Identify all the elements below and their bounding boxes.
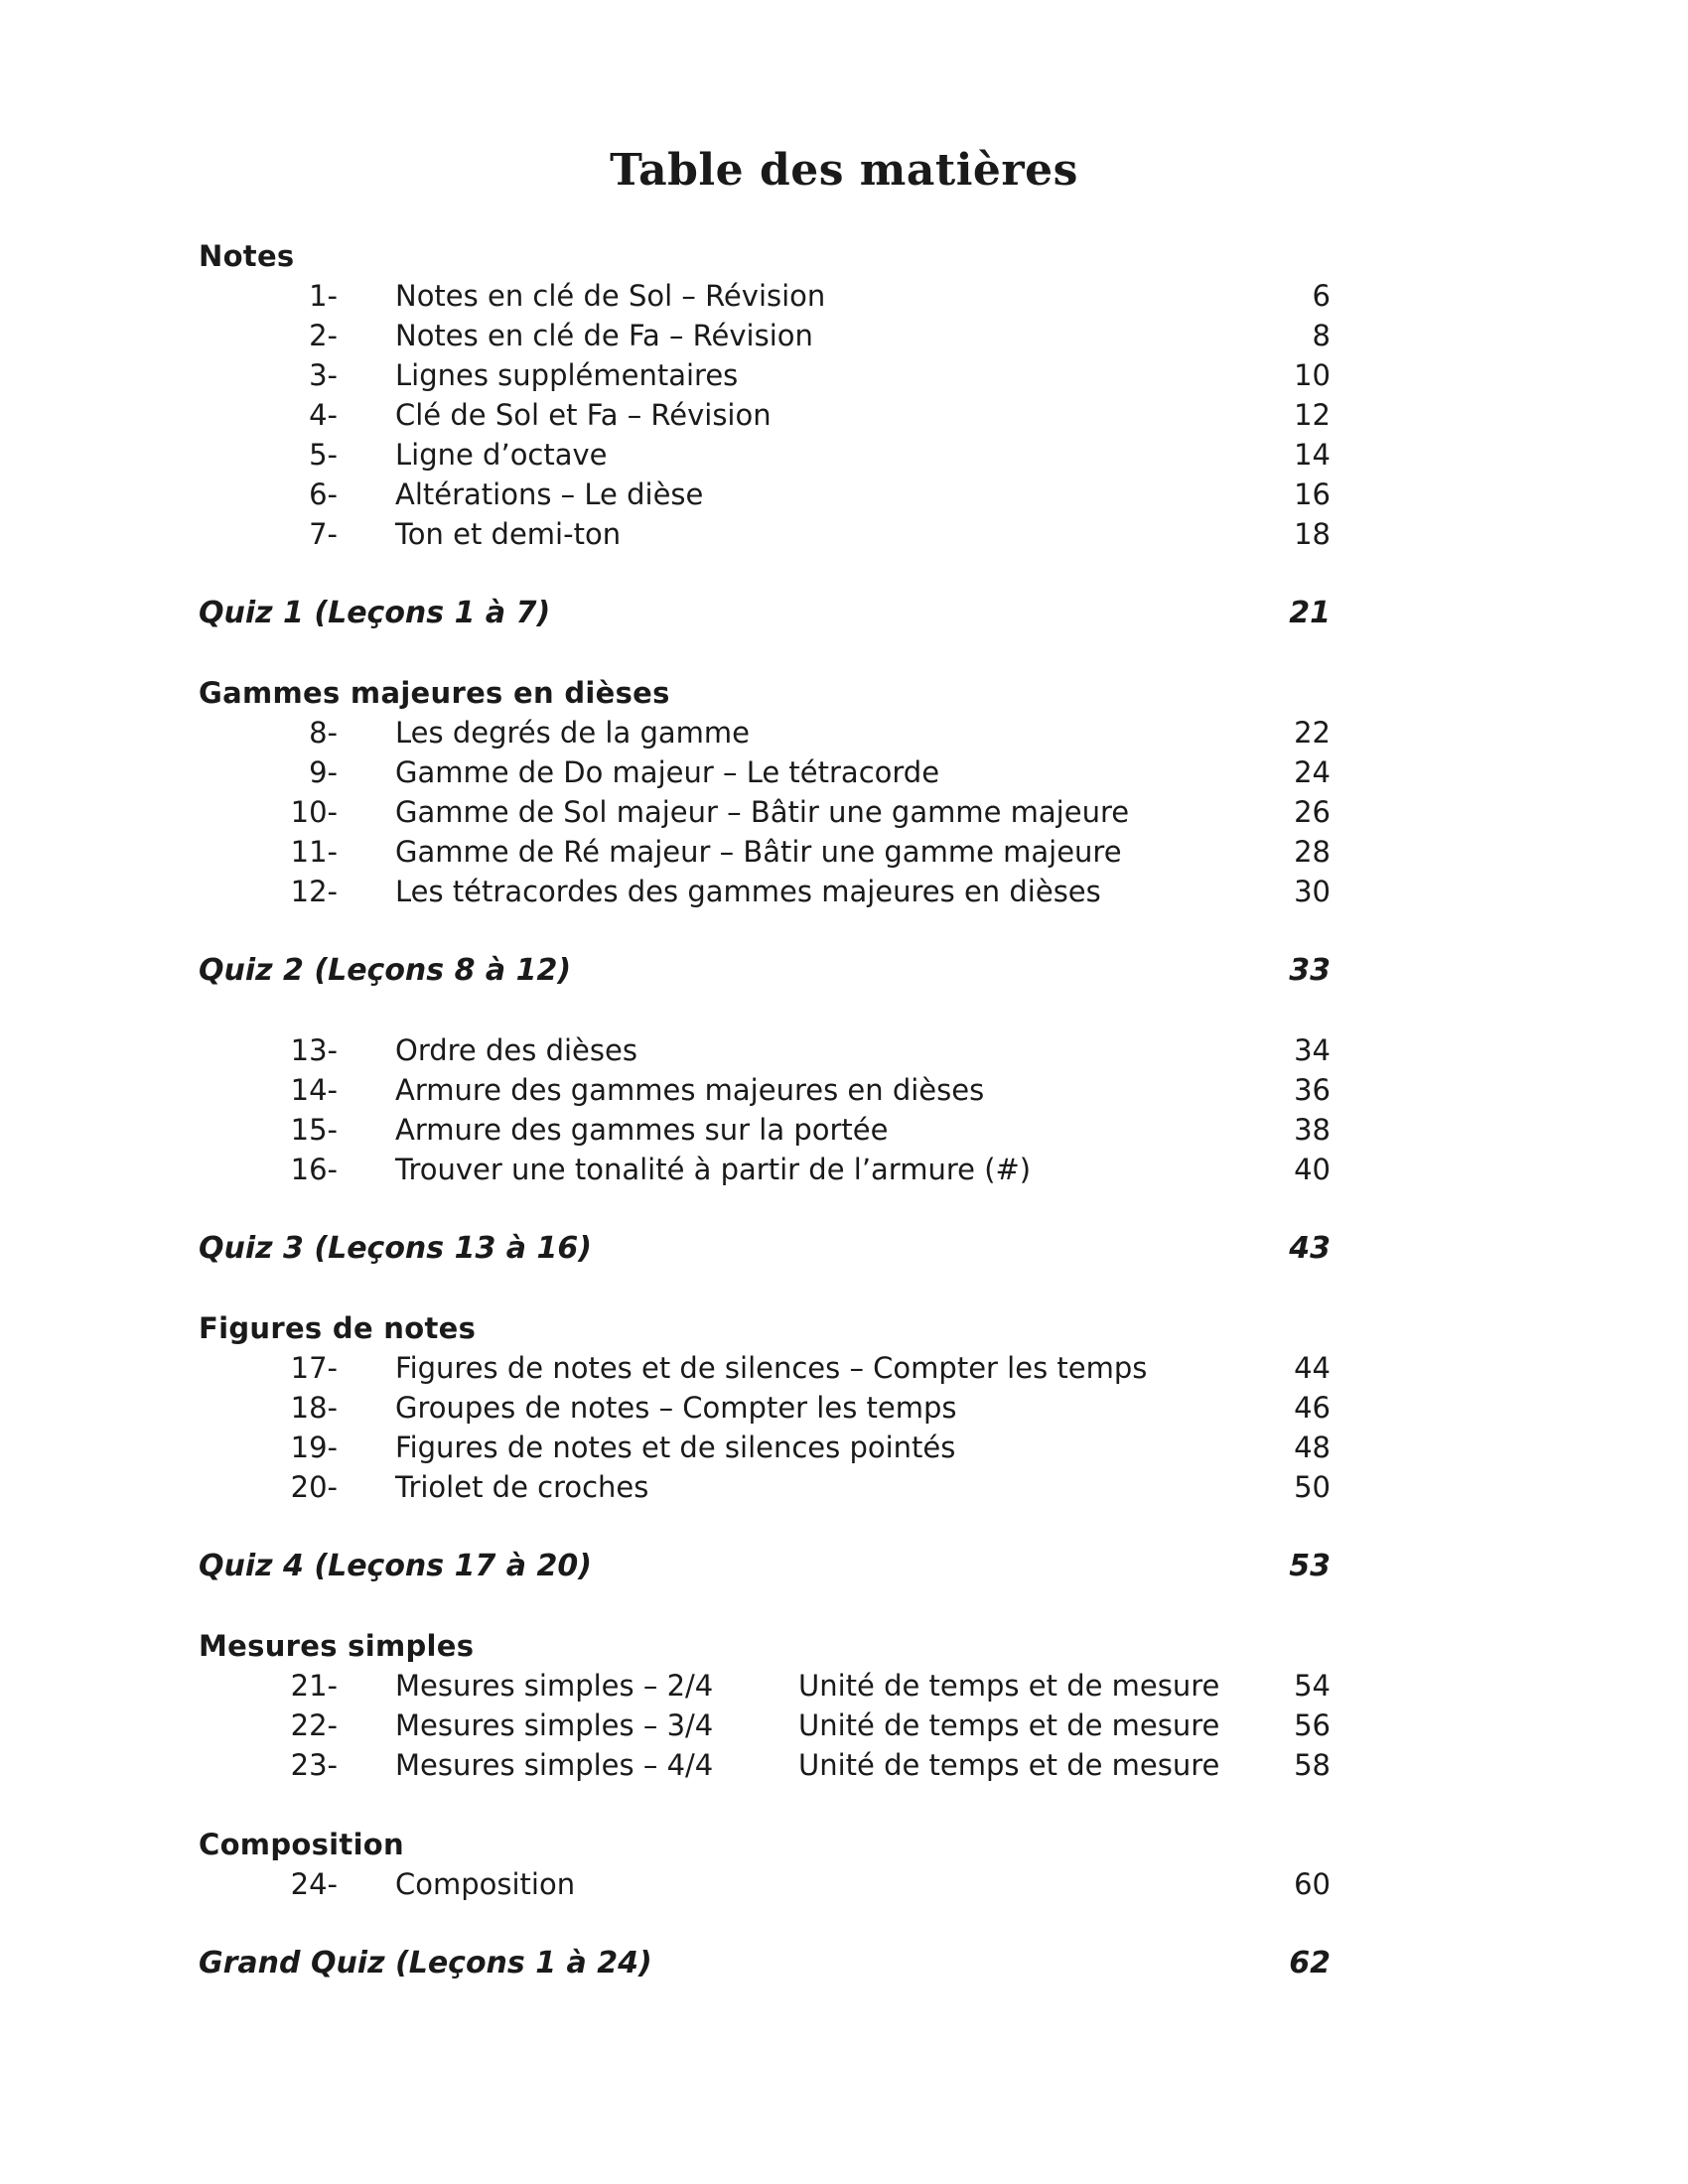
lesson-subtitle: Unité de temps et de mesure <box>798 1708 1220 1742</box>
toc-entry <box>199 1428 1331 1467</box>
page-number: 34 <box>1294 1033 1331 1067</box>
page-number: 40 <box>1294 1153 1331 1186</box>
page-title: Table des matières <box>610 145 1078 196</box>
lesson-title: Groupes de notes – Compter les temps <box>395 1391 957 1425</box>
page-number: 36 <box>1294 1073 1331 1107</box>
page-number: 12 <box>1294 398 1331 432</box>
lesson-title: Mesures simples – 3/4 <box>395 1708 714 1742</box>
section-heading: Notes <box>199 239 295 273</box>
toc-entry <box>199 435 1331 475</box>
page-number: 43 <box>1289 1231 1331 1266</box>
lesson-number: 18- <box>290 1391 338 1425</box>
toc-entry <box>199 395 1331 435</box>
lesson-number: 8- <box>309 716 338 750</box>
page-number: 6 <box>1312 279 1331 313</box>
lesson-title: Triolet de croches <box>395 1470 649 1504</box>
toc-entry <box>199 276 1331 316</box>
lesson-number: 24- <box>290 1867 338 1901</box>
quiz-entry <box>199 1229 1331 1269</box>
lesson-number: 16- <box>290 1153 338 1186</box>
lesson-subtitle: Unité de temps et de mesure <box>798 1748 1220 1782</box>
lesson-number: 23- <box>290 1748 338 1782</box>
section-composition <box>199 1825 1331 1904</box>
lesson-title: Figures de notes et de silences pointés <box>395 1431 956 1464</box>
page-number: 24 <box>1294 755 1331 789</box>
page-number: 26 <box>1294 795 1331 829</box>
section-figures <box>199 1308 1331 1507</box>
grand-quiz-entry <box>199 1944 1331 1983</box>
lesson-title: Notes en clé de Fa – Révision <box>395 319 813 352</box>
toc-entry <box>199 514 1331 554</box>
lesson-title: Armure des gammes sur la portée <box>395 1113 889 1147</box>
lesson-title: Les degrés de la gamme <box>395 716 750 750</box>
lesson-subtitle: Unité de temps et de mesure <box>798 1669 1220 1703</box>
page-number: 14 <box>1294 438 1331 472</box>
lesson-number: 19- <box>290 1431 338 1464</box>
lesson-number: 15- <box>290 1113 338 1147</box>
page-number: 33 <box>1289 953 1331 988</box>
lesson-number: 4- <box>309 398 338 432</box>
page-number: 50 <box>1294 1470 1331 1504</box>
lesson-title: Ligne d’octave <box>395 438 608 472</box>
section-heading: Gammes majeures en dièses <box>199 676 670 710</box>
page-number: 21 <box>1289 596 1331 630</box>
lesson-number: 1- <box>309 279 338 313</box>
section-heading: Figures de notes <box>199 1311 477 1345</box>
lesson-title: Ton et demi-ton <box>395 517 622 551</box>
section-heading: Mesures simples <box>199 1629 475 1663</box>
toc-entry <box>199 355 1331 395</box>
lesson-number: 3- <box>309 358 338 392</box>
page-number: 18 <box>1294 517 1331 551</box>
lesson-number: 14- <box>290 1073 338 1107</box>
page-number: 22 <box>1294 716 1331 750</box>
section-gammes <box>199 673 1331 911</box>
toc-entry <box>199 316 1331 355</box>
lesson-number: 17- <box>290 1351 338 1385</box>
lesson-title: Gamme de Sol majeur – Bâtir une gamme majeure <box>395 795 1130 829</box>
lesson-title: Clé de Sol et Fa – Révision <box>395 398 772 432</box>
page-number: 46 <box>1294 1391 1331 1425</box>
quiz-title: Grand Quiz (Leçons 1 à 24) <box>199 1946 652 1980</box>
section-notes <box>199 236 1331 554</box>
lesson-title: Armure des gammes majeures en dièses <box>395 1073 985 1107</box>
lesson-title: Lignes supplémentaires <box>395 358 739 392</box>
toc-entry <box>199 713 1331 752</box>
lesson-number: 10- <box>290 795 338 829</box>
page-number: 38 <box>1294 1113 1331 1147</box>
lesson-title: Gamme de Do majeur – Le tétracorde <box>395 755 940 789</box>
lesson-title: Notes en clé de Sol – Révision <box>395 279 826 313</box>
lesson-number: 21- <box>290 1669 338 1703</box>
lesson-number: 9- <box>309 755 338 789</box>
page-number: 28 <box>1294 835 1331 869</box>
table-of-contents <box>199 236 1331 1983</box>
toc-entry <box>199 1070 1331 1110</box>
quiz-entry <box>199 1547 1331 1586</box>
lesson-title: Ordre des dièses <box>395 1033 637 1067</box>
lesson-title: Mesures simples – 4/4 <box>395 1748 714 1782</box>
page-number: 60 <box>1294 1867 1331 1901</box>
lesson-title: Gamme de Ré majeur – Bâtir une gamme majeure <box>395 835 1122 869</box>
toc-entry <box>199 1666 1331 1706</box>
lesson-title: Mesures simples – 2/4 <box>395 1669 714 1703</box>
toc-entry <box>199 752 1331 792</box>
lesson-title: Composition <box>395 1867 576 1901</box>
lesson-number: 12- <box>290 875 338 908</box>
lesson-title: Altérations – Le dièse <box>395 478 704 511</box>
section-mesures <box>199 1626 1331 1785</box>
lesson-number: 5- <box>309 438 338 472</box>
quiz-title: Quiz 2 (Leçons 8 à 12) <box>199 953 572 988</box>
lesson-title: Figures de notes et de silences – Compter les temps <box>395 1351 1148 1385</box>
toc-entry <box>199 1864 1331 1904</box>
toc-entry <box>199 1388 1331 1428</box>
section-armures <box>199 1030 1331 1189</box>
page-number: 16 <box>1294 478 1331 511</box>
lesson-title: Trouver une tonalité à partir de l’armure (#) <box>395 1153 1032 1186</box>
toc-entry <box>199 872 1331 911</box>
toc-entry <box>199 1110 1331 1150</box>
page-number: 54 <box>1294 1669 1331 1703</box>
page-number: 8 <box>1312 319 1331 352</box>
toc-entry <box>199 792 1331 832</box>
lesson-number: 11- <box>290 835 338 869</box>
section-heading: Composition <box>199 1828 404 1861</box>
lesson-number: 13- <box>290 1033 338 1067</box>
toc-entry <box>199 1348 1331 1388</box>
quiz-title: Quiz 4 (Leçons 17 à 20) <box>199 1549 592 1583</box>
quiz-title: Quiz 3 (Leçons 13 à 16) <box>199 1231 592 1266</box>
toc-entry <box>199 832 1331 872</box>
quiz-entry <box>199 951 1331 991</box>
page-number: 44 <box>1294 1351 1331 1385</box>
lesson-number: 2- <box>309 319 338 352</box>
toc-entry <box>199 1467 1331 1507</box>
toc-entry <box>199 1745 1331 1785</box>
lesson-number: 22- <box>290 1708 338 1742</box>
page-number: 30 <box>1294 875 1331 908</box>
quiz-title: Quiz 1 (Leçons 1 à 7) <box>199 596 551 630</box>
toc-entry <box>199 475 1331 514</box>
toc-entry <box>199 1030 1331 1070</box>
page-number: 53 <box>1289 1549 1331 1583</box>
page-number: 10 <box>1294 358 1331 392</box>
toc-entry <box>199 1706 1331 1745</box>
toc-entry <box>199 1150 1331 1189</box>
page-number: 58 <box>1294 1748 1331 1782</box>
lesson-number: 7- <box>309 517 338 551</box>
page-number: 56 <box>1294 1708 1331 1742</box>
lesson-number: 6- <box>309 478 338 511</box>
quiz-entry <box>199 594 1331 633</box>
page-number: 62 <box>1289 1946 1331 1980</box>
lesson-number: 20- <box>290 1470 338 1504</box>
lesson-title: Les tétracordes des gammes majeures en dièses <box>395 875 1101 908</box>
page-number: 48 <box>1294 1431 1331 1464</box>
